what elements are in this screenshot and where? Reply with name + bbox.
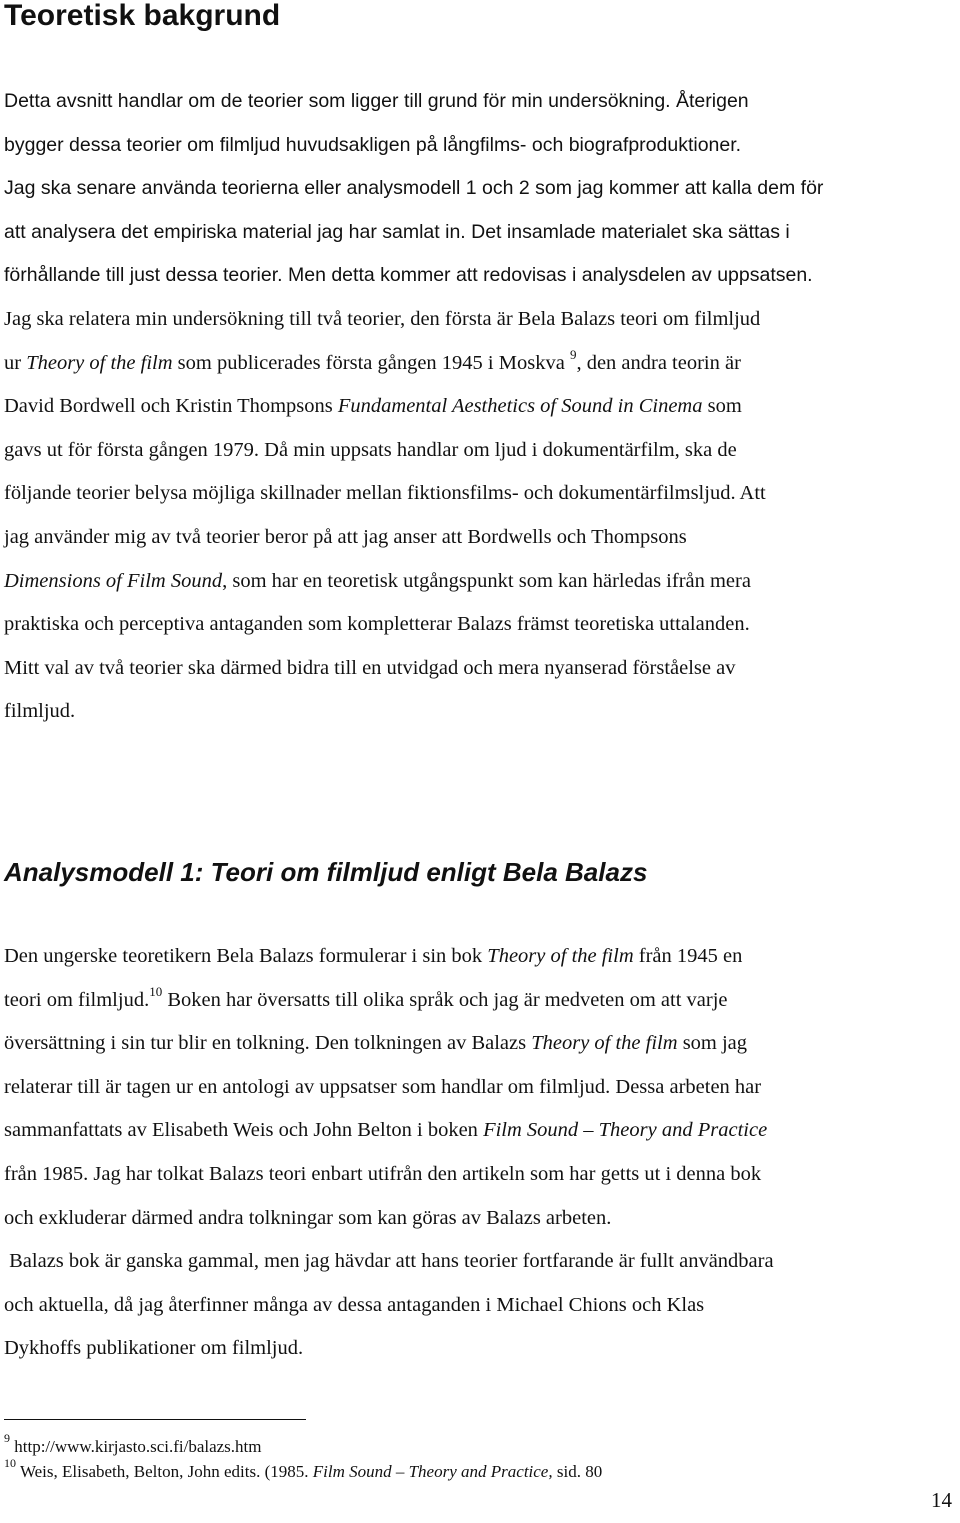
section-heading: Analysmodell 1: Teori om filmljud enligt Bela Balazs: [4, 857, 648, 887]
footnote-9: $^9$ http://www.kirjasto.sci.fi/balazs.htm: [4, 1431, 262, 1456]
text-line: Balazs bok är ganska gammal, men jag hävdar att hans teorier fortfarande är fullt användbara: [4, 1250, 774, 1273]
text-line: från 1985. Jag har tolkat Balazs teori enbart utifrån den artikeln som har getts ut i denna bok: [4, 1162, 762, 1185]
book-title: Theory of the film: [531, 1032, 678, 1055]
text-line: att analysera det empiriska material jag har samlat in. Det insamlade materialet ska sättas i: [4, 220, 790, 243]
text-line: förhållande till just dessa teorier. Men detta kommer att redovisas i analysdelen av uppsatsen.: [4, 264, 813, 287]
text-line: ur Theory of the film som publicerades första gången 1945 i Moskva $^9$, den andra teorin är: [4, 346, 741, 374]
text-line: jag använder mig av två teorier beror på att jag anser att Bordwells och Thompsons: [4, 525, 687, 548]
text-line: David Bordwell och Kristin Thompsons Fundamental Aesthetics of Sound in Cinema som: [4, 395, 742, 418]
text-line: följande teorier belysa möjliga skillnader mellan fiktionsfilms- och dokumentärfilmsljud. Att: [4, 482, 766, 505]
footnote-10: $^{10}$ Weis, Elisabeth, Belton, John edits. (1985. Film Sound – Theory and Practice, sid. 80: [4, 1456, 603, 1481]
text-line: bygger dessa teorier om filmljud huvudsakligen på långfilms- och biografproduktioner.: [4, 133, 742, 156]
footnote-ref-9[interactable]: 9: [569, 346, 577, 362]
intro-paragraph: [4, 80, 823, 734]
text-line: Jag ska relatera min undersökning till två teorier, den första är Bela Balazs teori om filmljud: [4, 307, 761, 330]
footnote-link[interactable]: http://www.kirjasto.sci.fi/balazs.htm: [10, 1437, 262, 1456]
footnote-divider: [4, 1419, 306, 1420]
book-title: Dimensions of Film Sound: [4, 569, 223, 592]
text-line: och aktuella, då jag återfinner många av dessa antaganden i Michael Chions och Klas: [4, 1293, 705, 1316]
text-line: Den ungerske teoretikern Bela Balazs formulerar i sin bok Theory of the film från 1945 en: [4, 945, 743, 967]
text-line: Jag ska senare använda teorierna eller analysmodell 1 och 2 som jag kommer att kalla dem för: [4, 177, 824, 200]
text-line: Mitt val av två teorier ska därmed bidra till en utvidgad och mera nyanserad förståelse av: [4, 656, 736, 679]
text-line: Dimensions of Film Sound, som har en teoretisk utgångspunkt som kan härledas ifrån mera: [4, 569, 751, 592]
page-heading: Teoretisk bakgrund: [4, 0, 281, 32]
text-line: filmljud.: [4, 700, 76, 723]
footnotes: [4, 1431, 603, 1484]
text-line: relaterar till är tagen ur en antologi av uppsatser som handlar om filmljud. Dessa arbeten har: [4, 1075, 762, 1098]
book-title: Film Sound – Theory and Practice,: [312, 1462, 553, 1481]
book-title: Fundamental Aesthetics of Sound in Cinema: [337, 395, 703, 418]
text-line: och exkluderar därmed andra tolkningar som kan göras av Balazs arbeten.: [4, 1206, 612, 1229]
book-title: Theory of the film: [487, 945, 634, 967]
text-line: Detta avsnitt handlar om de teorier som ligger till grund för min undersökning. Återigen: [4, 90, 749, 112]
text-line: teori om filmljud.$^{10}$ Boken har översatts till olika språk och jag är medveten om att varje: [4, 983, 728, 1011]
book-title: Theory of the film: [26, 351, 173, 374]
text-line: översättning i sin tur blir en tolkning. Den tolkningen av Balazs Theory of the film som jag: [4, 1032, 748, 1055]
footnote-ref-10[interactable]: 10: [149, 983, 163, 999]
text-line: sammanfattats av Elisabeth Weis och John Belton i boken Film Sound – Theory and Practice: [4, 1119, 768, 1142]
text-line: gavs ut för första gången 1979. Då min uppsats handlar om ljud i dokumentärfilm, ska de: [4, 438, 737, 461]
text-line: Dykhoffs publikationer om filmljud.: [4, 1337, 304, 1360]
page-number: 14: [931, 1488, 952, 1512]
book-title: Film Sound – Theory and Practice: [483, 1119, 768, 1142]
balazs-paragraph: [4, 935, 774, 1371]
text-line: praktiska och perceptiva antaganden som kompletterar Balazs främst teoretiska uttalanden.: [4, 613, 750, 636]
